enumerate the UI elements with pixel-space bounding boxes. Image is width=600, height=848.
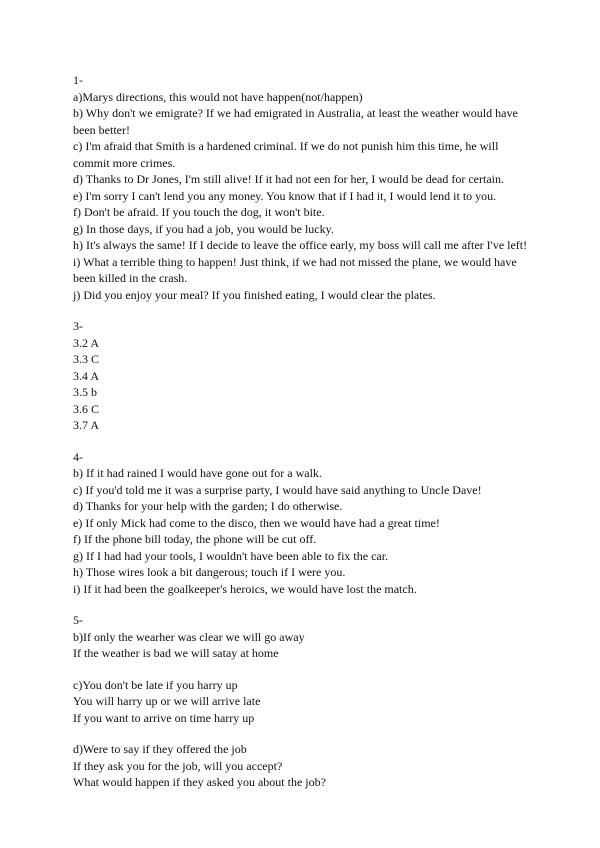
answer-4g: g) If I had had your tools, I wouldn't have been able to fix the car. <box>73 548 389 563</box>
answer-4i: i) If it had been the goalkeeper's heroics, we would have lost the match. <box>73 581 417 596</box>
section-5-heading: 5- <box>73 613 83 627</box>
section-1 <box>73 72 533 303</box>
answer-1a: a)Marys directions, this would not have happen(not/happen) <box>73 89 363 104</box>
answer-3-2: 3.2 A <box>73 335 100 350</box>
answer-5c-line: c)You don't be late if you harry up <box>73 677 238 692</box>
answer-5b-line: b)If only the wearher was clear we will go away <box>73 629 305 644</box>
answer-1j: j) Did you enjoy your meal? If you finished eating, I would clear the plates. <box>73 287 436 302</box>
answer-1c: c) I'm afraid that Smith is a hardened criminal. If we do not punish him this time, he will commit more crimes. <box>73 139 499 170</box>
answer-1f: f) Don't be afraid. If you touch the dog, it won't bite. <box>73 205 325 219</box>
answer-5b-group <box>73 629 533 662</box>
answer-5d-line: What would happen if they asked you about the job? <box>73 775 326 789</box>
answer-5c-line: You will harry up or we will arrive late <box>73 694 261 708</box>
answer-3-3: 3.3 C <box>73 352 100 366</box>
answer-1d: d) Thanks to Dr Jones, I'm still alive! If it had not een for her, I would be dead for certain. <box>73 172 504 186</box>
section-5 <box>73 612 533 791</box>
answer-4f: f) If the phone bill today, the phone will be cut off. <box>73 532 317 546</box>
answer-4e: e) If only Mick had come to the disco, then we would have had a great time! <box>73 515 440 530</box>
answer-1g: g) In those days, if you had a job, you would be lucky. <box>73 221 334 236</box>
section-3 <box>73 318 533 434</box>
answer-5c-group <box>73 677 533 727</box>
answer-4h: h) Those wires look a bit dangerous; touch if I were you. <box>73 565 346 579</box>
document-content <box>73 72 533 791</box>
answer-3-4: 3.4 A <box>73 368 100 383</box>
section-3-heading: 3- <box>73 319 83 333</box>
answer-5c-line: If you want to arrive on time harry up <box>73 710 255 725</box>
answer-5d-line: If they ask you for the job, will you accept? <box>73 758 283 773</box>
answer-4b: b) If it had rained I would have gone out for a walk. <box>73 466 322 480</box>
answer-1b: b) Why don't we emigrate? If we had emigrated in Australia, at least the weather would have been better! <box>73 106 518 137</box>
answer-3-5: 3.5 b <box>73 385 97 399</box>
answer-1h-i: h) It's always the same! If I decide to leave the office early, my boss will call me after I've left! i) What a terrible thing to happen! Just think, if we had not missed the plane, we would have been killed in the crash. <box>73 238 528 285</box>
section-4 <box>73 449 533 598</box>
section-1-heading: 1- <box>73 73 83 87</box>
answer-1e: e) I'm sorry I can't lend you any money. You know that if I had it, I would lend it to you. <box>73 188 497 203</box>
answer-5d-group <box>73 741 533 791</box>
answer-3-6: 3.6 C <box>73 401 100 416</box>
answer-4c: c) If you'd told me it was a surprise party, I would have said anything to Uncle Dave! <box>73 482 482 497</box>
answer-4d: d) Thanks for your help with the garden; I do otherwise. <box>73 499 343 513</box>
answer-5d-line: d)Were to say if they offered the job <box>73 742 247 756</box>
answer-3-7: 3.7 A <box>73 418 100 432</box>
answer-5b-line: If the weather is bad we will satay at home <box>73 646 279 660</box>
section-4-heading: 4- <box>73 449 83 464</box>
